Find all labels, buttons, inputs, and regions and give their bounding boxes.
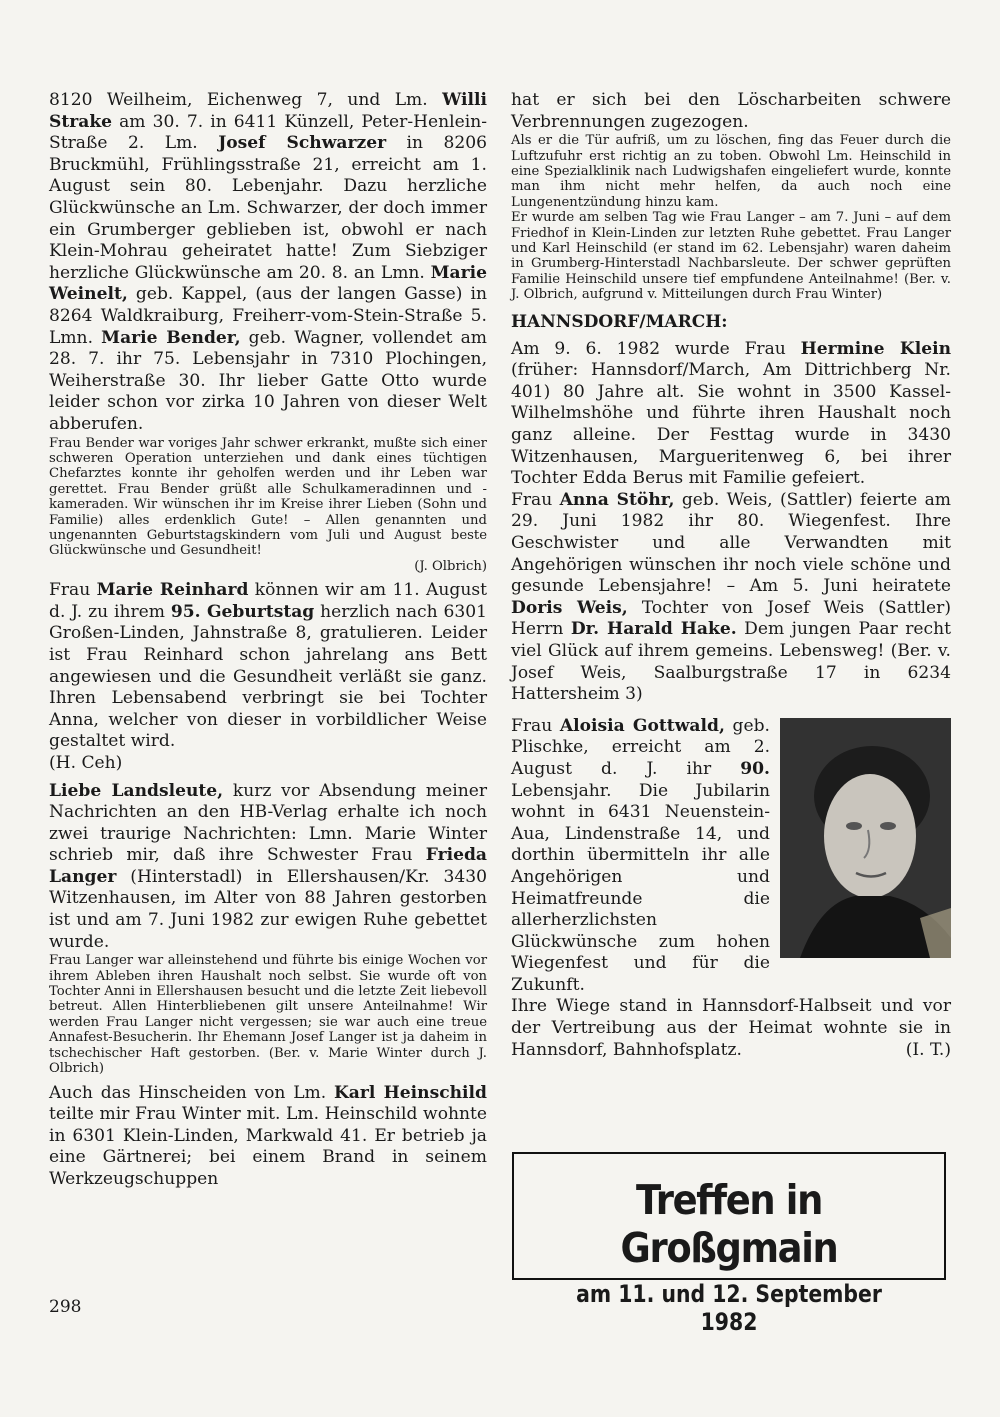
langer-note: Frau Langer war alleinstehend und führte bis einige Wochen vor ihrem Ableben ihren Haushalt noch selbst. Sie wurde oft von Tochter Anni in Ellershausen besucht und die letzte Zeit liebevoll betreut. Allen Hinterbliebenen gilt unsere Anteilnahme! Wir werden Frau Langer nicht vergessen; sie war auch eine treue Annafest-Besucherin. Ihr Ehemann Josef Langer ist ja daheim in tschechischer Haft gestorben. (Ber. v. Marie Winter durch J. Olbrich) (49, 953, 487, 1077)
meeting-title: Treffen in Großgmain (620, 1176, 838, 1272)
text-run: Tochter von Josef Weis (Sattler) Herrn (511, 597, 951, 640)
text-run: 8120 Weilheim, Eichenweg 7, und Lm. (49, 90, 443, 110)
heinschild-funeral: Er wurde am selben Tag wie Frau Langer – am 7. Juni – auf dem Friedhof in Klein-Linden zur letzten Ruhe gebettet. Frau Langer und Karl Heinschild (er stand im 62. Lebensjahr) waren daheim in Grumberg-Hinterstadl Nachbarsleute. Der schwer geprüften Familie Heinschild unsere tief empfundene Anteilnahme! (Ber. v. J. Olbrich, aufgrund v. Mitteilungen durch Frau Winter) (511, 210, 951, 303)
portrait-photo (780, 718, 951, 958)
gottwald-origin: Ihre Wiege stand in Hannsdorf-Halbseit und vor der Vertreibung aus der Heimat wohnte sie in Hannsdorf, Bahnhofsplatz. (I. T.) (511, 996, 951, 1060)
bold-name: Liebe Landsleute, (49, 780, 224, 801)
left-column (49, 90, 487, 1190)
text-run: Frau (511, 715, 560, 736)
bold-name: Doris Weis, (511, 597, 628, 618)
langer-paragraph (49, 781, 487, 954)
heinschild-continued: hat er sich bei den Löscharbeiten schwere Verbrennungen zugezogen. (511, 90, 951, 132)
heinschild-note: Als er die Tür aufriß, um zu löschen, fing das Feuer durch die Luftzufuhr erst richtig an zu toben. Obwohl Lm. Heinschild in eine Spezialklinik nach Ludwigshafen eingeliefert wurde, konnte man ihm nicht mehr helfen, da auch noch eine Lungenentzündung hinzu kam. (511, 133, 951, 210)
bold-name: 95. Geburtstag (170, 601, 315, 622)
text-run: Auch das Hinscheiden von Lm. (49, 1082, 334, 1103)
portrait-image (780, 718, 951, 958)
bold-name: Josef Schwarzer (218, 133, 387, 154)
text-run: (Hinterstadl) in Ellershausen/Kr. 3430 Witzenhausen, im Alter von 88 Jahren gestorben ist und am 7. Juni 1982 zur ewigen Ruhe gebettet wurde. (49, 866, 487, 952)
bold-name: Karl Heinschild (333, 1082, 488, 1103)
bold-name: Aloisia Gottwald, (559, 715, 725, 736)
stoehr-paragraph (511, 490, 951, 706)
text-run: Am 9. 6. 1982 wurde Frau (511, 338, 801, 359)
text-run: Lebensjahr. Die Jubilarin wohnt in 6431 Neuenstein-Aua, Lindenstraße 14, und dorthin übermitteln ihr alle Angehörigen und Heimatfreunde die allerherzlichsten Glückwünsche zum hohen Wiegenfest und für die Zukunft. (511, 780, 770, 995)
text-run: teilte mir Frau Winter mit. Lm. Heinschild wohnte in 6301 Klein-Linden, Markwald 41. Er betrieb ja eine Gärtnerei; bei einem Brand in seinem Werkzeugschuppen (49, 1104, 487, 1189)
text-run: kurz vor Absendung meiner Nachrichten an den HB-Verlag erhalte ich noch zwei traurige Nachrichten: Lmn. Marie Winter schrieb mir, daß ihre Schwester Frau (49, 780, 487, 866)
reinhard-paragraph (49, 580, 487, 753)
text-run: in 8206 Bruckmühl, Frühlingsstraße 21, erreicht am 1. August sein 80. Lebenjahr. Dazu herzliche Glückwünsche an Lm. Schwarzer, der doch immer ein Grumberger geblieben ist, obwohl er nach Klein-Mohrau geheiratet hatte! Zum Siebziger herzliche Glückwünsche am 20. 8. an Lmn. (49, 133, 487, 283)
text-run: können wir am 11. August d. J. zu ihrem (49, 580, 488, 622)
source-it: (I. T.) (905, 1039, 951, 1060)
text-run: geb. Plischke, erreicht am 2. August d. J. ihr (511, 715, 770, 779)
text-run: herzlich nach 6301 Großen-Linden, Jahnstraße 8, gratulieren. Leider ist Frau Reinhard schon jahrelang ans Bett angewiesen und die Gesundheit verläßt sie ganz. Ihren Lebensabend verbringt sie bei Tochter Anna, welcher von dieser in vorbildlicher Weise gestaltet wird. (49, 601, 487, 752)
bold-name: Willi Strake (49, 90, 487, 132)
section-heading: HANNSDORF/MARCH: (511, 311, 728, 332)
text-run: (früher: Hannsdorf/March, Am Dittrichberg Nr. 401) 80 Jahre alt. Sie wohnt in 3500 Kassel-Wilhelmshöhe und führte ihren Haushalt noch ganz alleine. Der Festtag wurde in 3430 Witzenhausen, Margueritenweg 6, bei ihrer Tochter Edda Berus mit Familie gefeiert. (511, 360, 951, 489)
bold-name: Marie Reinhard (96, 580, 249, 601)
text-run: Frau (511, 489, 560, 510)
text-run: am 30. 7. in 6411 Künzell, Peter-Henlein-Straße 2. Lm. (49, 111, 487, 154)
bold-name: 90. (740, 758, 770, 779)
birthday-paragraph (49, 90, 487, 436)
bold-name: Marie Bender, (101, 327, 241, 348)
text-run: geb. Wagner, vollendet am 28. 7. ihr 75. Lebensjahr in 7310 Plochingen, Weiherstraße 30. Ihr lieber Gatte Otto wurde leider schon vor zirka 10 Jahren von dieser Welt abberufen. (49, 327, 487, 434)
bold-name: Hermine Klein (800, 338, 951, 359)
klein-paragraph (511, 339, 951, 490)
text-run: Frau (49, 580, 97, 601)
right-column (511, 90, 951, 1061)
page-number: 298 (49, 1297, 82, 1317)
meeting-announcement-box (512, 1152, 946, 1336)
bold-name: Dr. Harald Hake. (570, 619, 737, 640)
source-ceh: (H. Ceh) (49, 752, 123, 773)
source-olbrich: (J. Olbrich) (414, 558, 487, 574)
text-run: geb. Weis, (Sattler) feierte am 29. Juni 1982 ihr 80. Wiegenfest. Ihre Geschwister und alle Verwandten mit Angehörigen wünschen ihr noch viele schöne und gesunde Lebensjahre! – Am 5. Juni heiratete (511, 489, 951, 597)
heinschild-paragraph (49, 1083, 487, 1191)
bender-note: Frau Bender war voriges Jahr schwer erkrankt, mußte sich einer schweren Operation unterziehen und dank eines tüchtigen Chefarztes konnte ihr geholfen werden und ihr Leben war gerettet. Frau Bender grüßt alle Schulkameradinnen und -kameraden. Wir wünschen ihr im Kreise ihrer Lieben (Sohn und Familie) alles erdenklich Gute! – Allen genannten und ungenannten Geburtstagskindern vom Juli und August beste Glückwünsche und Gesundheit! (J. Olbrich) (49, 435, 487, 574)
bold-name: Anna Stöhr, (559, 489, 675, 510)
text-run: geb. Kappel, (aus der langen Gasse) in 8264 Waldkraiburg, Freiherr-vom-Stein-Straße 5. Lmn. (49, 284, 487, 348)
bold-name: Frieda Langer (49, 845, 487, 887)
bold-name: Marie Weinelt, (49, 262, 487, 305)
meeting-date: am 11. und 12. September 1982 (576, 1280, 882, 1336)
text-run: Dem jungen Paar recht viel Glück auf ihrem gemeins. Lebensweg! (Ber. v. Josef Weis, Saalburgstraße 17 in 6234 Hattersheim 3) (511, 619, 951, 705)
